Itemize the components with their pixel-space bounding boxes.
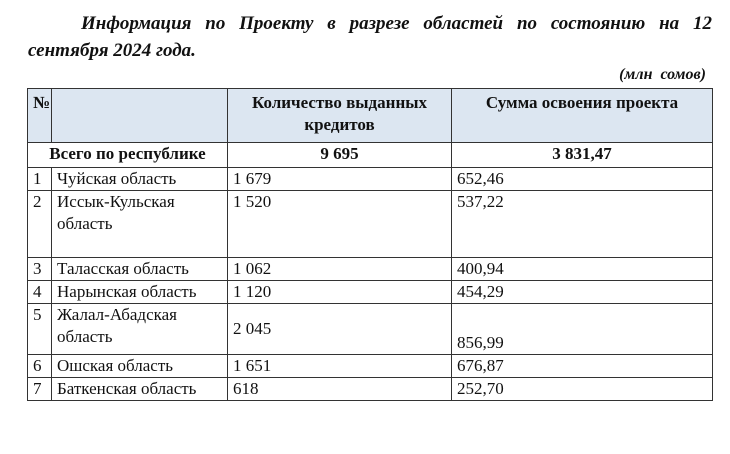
total-sum: 3 831,47 <box>452 143 713 168</box>
row-number: 1 <box>28 168 52 191</box>
table-row <box>28 258 713 281</box>
row-count: 1 520 <box>228 191 452 258</box>
row-count: 1 679 <box>228 168 452 191</box>
row-region: Жалал-Абадская область <box>52 304 228 355</box>
column-header-name <box>52 89 228 143</box>
row-region: Чуйская область <box>52 168 228 191</box>
row-sum: 856,99 <box>452 304 713 355</box>
row-count: 618 <box>228 378 452 401</box>
total-count: 9 695 <box>228 143 452 168</box>
table-row <box>28 168 713 191</box>
regional-data-table <box>27 88 713 401</box>
document-title: Информация по Проекту в разрезе областей по состоянию на 12 сентября 2024 года. <box>28 13 712 61</box>
table-row <box>28 378 713 401</box>
total-row <box>28 143 713 168</box>
row-number: 3 <box>28 258 52 281</box>
row-region: Ошская область <box>52 355 228 378</box>
row-sum: 400,94 <box>452 258 713 281</box>
table-header-row <box>28 89 713 143</box>
row-region: Таласская область <box>52 258 228 281</box>
row-number: 6 <box>28 355 52 378</box>
row-sum: 537,22 <box>452 191 713 258</box>
table-row <box>28 304 713 355</box>
row-region: Нарынская область <box>52 281 228 304</box>
row-sum: 652,46 <box>452 168 713 191</box>
column-header-number: № <box>28 89 52 143</box>
row-sum: 676,87 <box>452 355 713 378</box>
column-header-sum: Сумма освоения проекта <box>452 89 713 143</box>
row-count: 1 651 <box>228 355 452 378</box>
row-count: 1 062 <box>228 258 452 281</box>
row-count: 2 045 <box>228 304 452 355</box>
row-number: 7 <box>28 378 52 401</box>
table-row <box>28 355 713 378</box>
row-sum: 252,70 <box>452 378 713 401</box>
row-number: 4 <box>28 281 52 304</box>
row-region: Баткенская область <box>52 378 228 401</box>
total-label: Всего по республике <box>28 143 228 168</box>
units-note: (млн сомов) <box>619 66 706 83</box>
column-header-count: Количество выданных кредитов <box>228 89 452 143</box>
row-region: Иссык-Кульская область <box>52 191 228 258</box>
table-row <box>28 191 713 258</box>
row-count: 1 120 <box>228 281 452 304</box>
row-number: 5 <box>28 304 52 355</box>
row-sum: 454,29 <box>452 281 713 304</box>
table-row <box>28 281 713 304</box>
row-number: 2 <box>28 191 52 258</box>
